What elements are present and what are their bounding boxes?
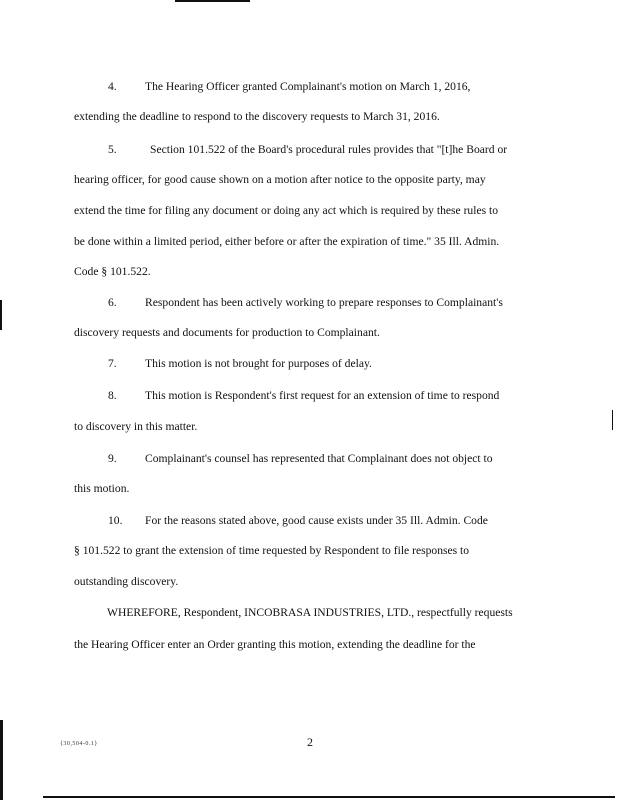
paragraph-number: 8. — [108, 389, 117, 402]
paragraph-line: WHEREFORE, Respondent, INCOBRASA INDUSTRIES, LTD., respectfully requests — [107, 606, 513, 619]
paragraph-line: extend the time for filing any document or doing any act which is required by these rules to — [74, 204, 499, 217]
scan-edge-top — [175, 0, 250, 2]
paragraph-line: This motion is Respondent's first request for an extension of time to respond — [145, 389, 500, 402]
paragraph-line: Complainant's counsel has represented that Complainant does not object to — [145, 452, 493, 465]
paragraph-line: extending the deadline to respond to the discovery requests to March 31, 2016. — [74, 110, 440, 123]
paragraph-number: 5. — [108, 143, 117, 156]
paragraph-line: Code § 101.522. — [74, 265, 151, 278]
paragraph-line: hearing officer, for good cause shown on a motion after notice to the opposite party, may — [74, 173, 486, 186]
paragraph-number: 4. — [108, 80, 117, 93]
footer-document-code: {30,504-0.1} — [60, 741, 98, 747]
scan-edge-left — [0, 300, 2, 330]
scan-edge-left-bottom — [0, 720, 3, 800]
paragraph-line: the Hearing Officer enter an Order granting this motion, extending the deadline for the — [74, 638, 476, 651]
paragraph-number: 10. — [108, 514, 123, 527]
paragraph-line: Respondent has been actively working to prepare responses to Complainant's — [145, 296, 503, 309]
scan-edge-right — [612, 410, 613, 430]
paragraph-line: § 101.522 to grant the extension of time requested by Respondent to file responses to — [74, 544, 470, 557]
paragraph-line: The Hearing Officer granted Complainant's motion on March 1, 2016, — [145, 80, 471, 93]
paragraph-number: 7. — [108, 357, 117, 370]
paragraph-number: 9. — [108, 452, 117, 465]
paragraph-line: outstanding discovery. — [74, 575, 179, 588]
paragraph-number: 6. — [108, 296, 117, 309]
paragraph-line: this motion. — [74, 482, 130, 495]
paragraph-line: be done within a limited period, either before or after the expiration of time." 35 Ill. Admin. — [74, 235, 500, 248]
paragraph-line: discovery requests and documents for production to Complainant. — [74, 326, 380, 339]
page-number: 2 — [307, 735, 313, 749]
paragraph-line: This motion is not brought for purposes of delay. — [145, 357, 372, 370]
scan-edge-bottom — [43, 796, 615, 798]
paragraph-line: Section 101.522 of the Board's procedural rules provides that "[t]he Board or — [150, 143, 508, 156]
paragraph-line: to discovery in this matter. — [74, 420, 198, 433]
paragraph-line: For the reasons stated above, good cause exists under 35 Ill. Admin. Code — [145, 514, 488, 527]
